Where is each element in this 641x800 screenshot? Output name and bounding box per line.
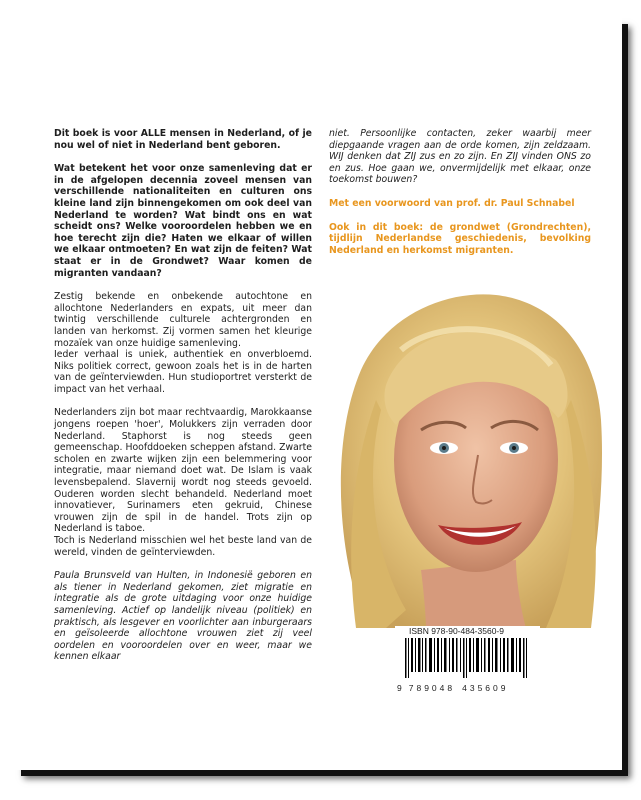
barcode-block bbox=[395, 626, 540, 696]
barcode-digit-lead: 9 bbox=[397, 683, 402, 693]
contents-note: Ook in dit boek: de grondwet (Grondrechten), tijdlijn Nederlandse geschiedenis, bevolking Nederland en herkomst migranten. bbox=[329, 221, 591, 256]
isbn-text: ISBN 978-90-484-3560-9 bbox=[409, 626, 504, 636]
barcode-icon bbox=[405, 638, 535, 678]
foreword-note: Met een voorwoord van prof. dr. Paul Schnabel bbox=[329, 197, 575, 209]
author-bio: Paula Brunsveld van Hulten, in Indonesië geboren en als tiener in Nederland gekomen, ziet migratie en integratie als de grote uitdaging voor onze huidige samenleving. Actief op landelijk niveau (politiek) en praktisch, als lesgever en voorlichter aan inburgeraars en geïsoleerde allochtone vrouwen ziet zij veel oordelen en vooroordelen over en weer, maar we kennen elkaar bbox=[54, 570, 312, 663]
author-portrait-photo bbox=[326, 290, 606, 628]
themes-paragraph-2: Toch is Nederland misschien wel het beste land van de wereld, vinden de geïnterviewden. bbox=[54, 535, 312, 558]
intro-text: Dit boek is voor ALLE mensen in Nederland, of je nou wel of niet in Nederland bent geboren. bbox=[54, 128, 312, 151]
questions-text: Wat betekent het voor onze samenleving dat er in de afgelopen decennia zoveel mensen van verschillende nationaliteiten en culturen ons kleine land zijn binnengekomen om ook deel van Nederland te worden? Wat bindt ons en wat scheidt ons? Welke vooroordelen hebben we en hoe terecht zijn die? Haten we elkaar of willen we elkaar ontmoeten? En wat zijn de feiten? Wat staat er in de Grondwet? Waar komen de migranten vandaan? bbox=[54, 163, 312, 279]
barcode-digits-left: 789048 bbox=[408, 683, 456, 693]
author-bio-continued: niet. Persoonlijke contacten, zeker waarbij meer diepgaande vragen aan de orde komen, zijn zeldzaam. WIJ denken dat ZIJ zus en zo zijn. En ZIJ vinden ONS zo en zus. Hoe gaan we, onvermijdelijk met elkaar, onze toekomst bouwen? bbox=[329, 128, 591, 186]
description-paragraph: Zestig bekende en onbekende autochtone en allochtone Nederlanders en expats, uit meer dan twintig verschillende culturele achtergronden en landen van herkomst. Zij vormen samen het kleurige mozaïek van onze huidige samenleving. bbox=[54, 291, 312, 349]
right-column bbox=[329, 128, 591, 268]
left-column bbox=[54, 128, 312, 675]
description-paragraph-2: Ieder verhaal is uniek, authentiek en onverbloemd. Niks politiek correct, gewoon zoals het is in de harten van de geïnterviewden. Hun studioportret versterkt de impact van het verhaal. bbox=[54, 349, 312, 395]
barcode-digits-right: 435609 bbox=[462, 683, 509, 693]
themes-paragraph: Nederlanders zijn bot maar rechtvaardig, Marokkaanse jongens roepen 'hoer', Molukkers zijn verraden door Nederland. Staphorst is nog steeds geen gemeenschap. Hoofddoeken scheppen afstand. Zwarte scholen en zwarte wijken zijn een belemmering voor integratie, maar niemand doet wat. De Islam is vaak levensbepalend. Slavernij wordt nog steeds gevoeld. Ouderen worden slecht behandeld. Nederland moet innovatiever, Surinamers eten gekruid, Chinese vrouwen zijn de spil in de handel. Trots zijn op Nederland is taboe. bbox=[54, 407, 312, 535]
